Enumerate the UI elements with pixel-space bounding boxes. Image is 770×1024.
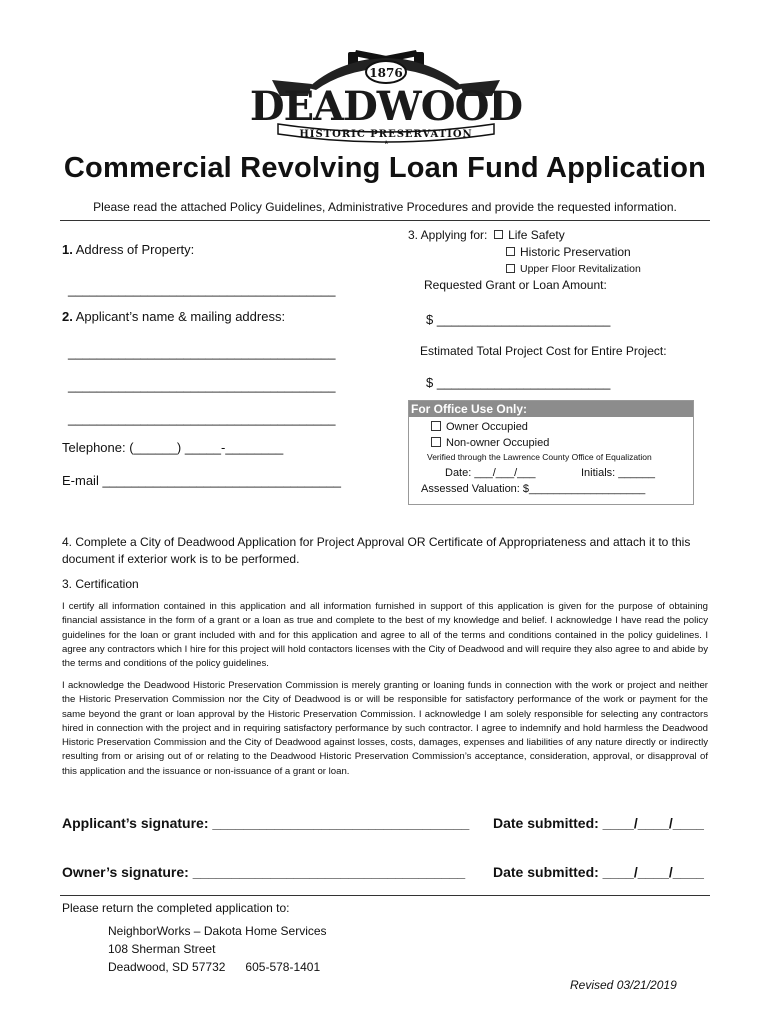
checkbox-life-safety[interactable] bbox=[494, 230, 503, 239]
office-initials-field[interactable]: Initials: ______ bbox=[581, 467, 655, 479]
telephone-field[interactable]: Telephone: (______) _____-________ bbox=[62, 440, 284, 455]
estimated-cost-field[interactable]: $ ________________________ bbox=[426, 375, 611, 390]
applicant-line-1[interactable]: _____________________________________ bbox=[68, 345, 336, 360]
non-owner-occupied-option: Non-owner Occupied bbox=[431, 437, 549, 449]
item-4-instruction: 4. Complete a City of Deadwood Application for Project Approval OR Certificate of Appropriateness and attach it to this document if exterior work is to be performed. bbox=[62, 535, 691, 566]
return-address-line-2: 108 Sherman Street bbox=[108, 942, 216, 956]
checkbox-owner-occupied[interactable] bbox=[431, 421, 441, 431]
revised-date: Revised 03/21/2019 bbox=[570, 978, 677, 992]
address-label: 1. Address of Property: bbox=[62, 242, 195, 257]
date-submitted-field-1[interactable]: Date submitted: ____/____/____ bbox=[493, 815, 704, 831]
option-historic-preservation: Historic Preservation bbox=[506, 245, 631, 259]
email-field[interactable]: E-mail _________________________________ bbox=[62, 473, 342, 488]
checkbox-non-owner-occupied[interactable] bbox=[431, 437, 441, 447]
deadwood-logo bbox=[249, 40, 523, 144]
page-subtitle: Please read the attached Policy Guidelines, Administrative Procedures and provide the requested information. bbox=[93, 200, 677, 214]
page-title: Commercial Revolving Loan Fund Application bbox=[63, 152, 707, 184]
applicant-signature-field[interactable]: Applicant’s signature: _________________________________ bbox=[62, 815, 470, 831]
logo-tagline: HISTORIC PRESERVATION bbox=[299, 129, 473, 140]
checkbox-historic-preservation[interactable] bbox=[506, 247, 515, 256]
office-date-field[interactable]: Date: ___/___/___ bbox=[445, 467, 536, 479]
return-label: Please return the completed application to: bbox=[62, 901, 290, 915]
requested-amount-label: Requested Grant or Loan Amount: bbox=[424, 278, 607, 292]
applicant-line-3[interactable]: _____________________________________ bbox=[68, 411, 336, 426]
assessed-valuation-field[interactable]: Assessed Valuation: $___________________ bbox=[421, 483, 646, 495]
applicant-label: 2. Applicant’s name & mailing address: bbox=[62, 309, 286, 324]
verified-note: Verified through the Lawrence County Office of Equalization bbox=[427, 452, 652, 462]
checkbox-upper-floor[interactable] bbox=[506, 264, 515, 273]
return-divider bbox=[60, 895, 710, 896]
logo-year: 1876 bbox=[369, 66, 403, 80]
logo-name: DEADWOOD bbox=[249, 83, 523, 130]
office-use-box bbox=[408, 400, 694, 505]
certification-paragraph-2: I acknowledge the Deadwood Historic Preservation Commission is merely granting or loaning funds in connection with the work or project and neither the Historic Preservation Commission nor the City of Deadwood is or will be responsible for satisfactory performance of the work or payment for the same beyond the grant or loan approval by the Historic Preservation Commission. I acknowledge I am solely responsible for selecting any contractors hired in connection with the project and in requiring satisfactory performance by such contractor. I agree to indemnify and hold harmless the Deadwood Historic Preservation Commission and the City of Deadwood against losses, costs, damages, expenses and liabilities of any nature directly or indirectly resulting from or arising out of or relating to the Deadwood Historic Preservation Commission’s acceptance, consideration, approval, or disapproval of this application and the issuance or non-issuance of a grant or loan. bbox=[62, 680, 708, 777]
return-address-line-1: NeighborWorks – Dakota Home Services bbox=[108, 924, 327, 938]
estimated-cost-label: Estimated Total Project Cost for Entire Project: bbox=[420, 344, 667, 358]
owner-signature-field[interactable]: Owner’s signature: ___________________________________ bbox=[62, 864, 466, 880]
title-divider bbox=[60, 220, 710, 221]
applying-for-label: 3. Applying for: Life Safety bbox=[408, 228, 565, 242]
certification-paragraph-1: I certify all information contained in this application and all information furnished in support of this application is given for the purpose of obtaining financial assistance in the form of a grant or a loan as true and complete to the best of my knowledge and belief. I acknowledge I have read the policy guidelines for the loan or grant included with and for this application and agree to all of the terms and conditions contained in the policy guidelines. I agree any contractors which I hire for this project will hold contactors licenses with the City of Deadwood and will require they also agree to and abide by the terms and conditions of the policy guidelines. bbox=[62, 601, 708, 670]
requested-amount-field[interactable]: $ ________________________ bbox=[426, 312, 611, 327]
date-submitted-field-2[interactable]: Date submitted: ____/____/____ bbox=[493, 864, 704, 880]
return-address-line-3: Deadwood, SD 57732 605-578-1401 bbox=[108, 960, 321, 974]
applicant-line-2[interactable]: _____________________________________ bbox=[68, 378, 336, 393]
option-upper-floor: Upper Floor Revitalization bbox=[506, 263, 641, 275]
certification-heading: 3. Certification bbox=[62, 577, 139, 591]
owner-occupied-option: Owner Occupied bbox=[431, 421, 528, 433]
address-line[interactable]: _____________________________________ bbox=[68, 282, 336, 297]
office-use-heading: For Office Use Only: bbox=[409, 401, 693, 417]
